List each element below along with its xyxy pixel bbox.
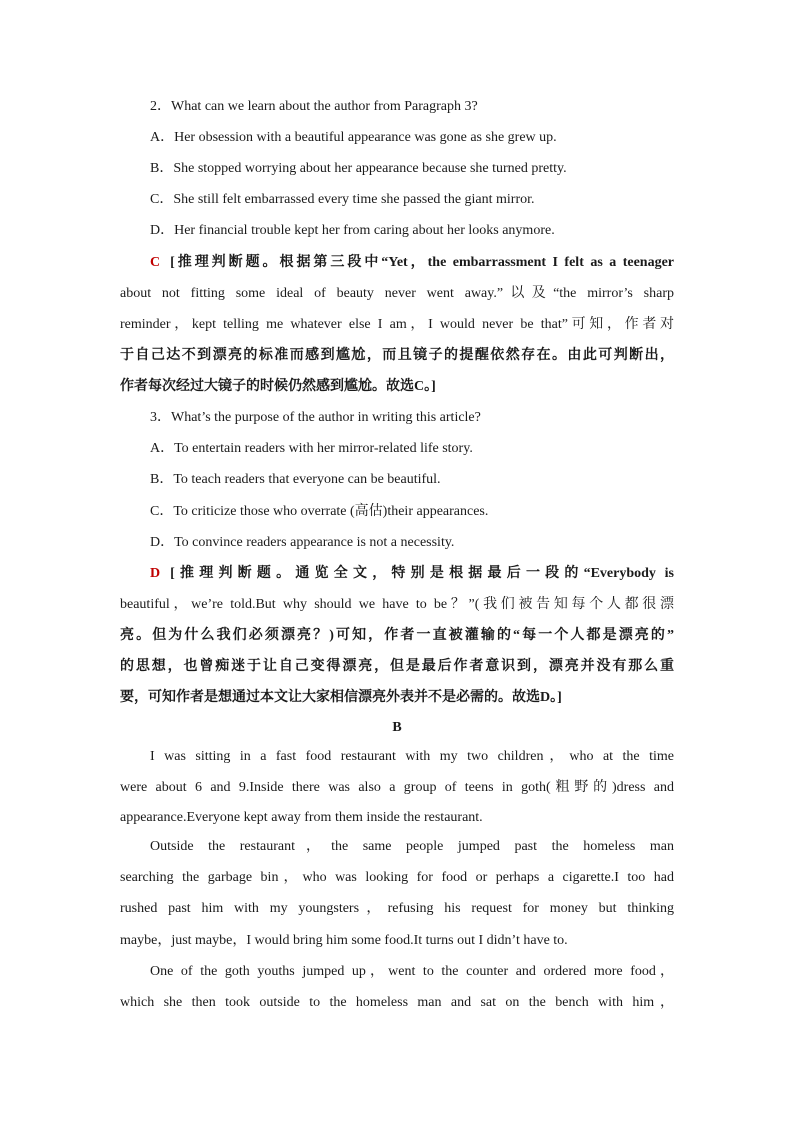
q3-option-b: B．To teach readers that everyone can be beautiful. (150, 472, 441, 487)
q3-explanation-line-3: 亮。但为什么我们必须漂亮？)可知，作者一直被灌输的“每一个人都是漂亮的” (120, 628, 674, 643)
paragraph-3-line-2: which she then took outside to the homeless man and sat on the bench with him， (120, 995, 674, 1010)
q2-option-c: C．She still felt embarrassed every time she passed the giant mirror. (150, 192, 535, 207)
q2-explanation-line-4: 于自己达不到漂亮的标准而感到尴尬，而且镜子的提醒依然存在。由此可判断出， (120, 348, 674, 363)
paragraph-2-line-3: rushed past him with my youngsters，refusing his request for money but thinking (120, 901, 674, 916)
q3-explanation-line-2: beautiful，we’re told.But why should we have to be？”(我们被告知每个人都很漂 (120, 597, 674, 612)
q2-explanation-line-5: 作者每次经过大镜子的时候仍然感到尴尬。故选C。] (120, 379, 436, 394)
q2-explanation-line-2: about not fitting some ideal of beauty never went away.”以及“the mirror’s sharp (120, 286, 674, 301)
section-b-heading: B (392, 720, 402, 735)
q2-option-a: A．Her obsession with a beautiful appearance was gone as she grew up. (150, 130, 557, 145)
paragraph-2-line-4: maybe，just maybe，I would bring him some food.It turns out I didn’t have to. (120, 933, 568, 948)
paragraph-2-line-1: Outside the restaurant，the same people jumped past the homeless man (150, 839, 674, 854)
paragraph-1-line-1: I was sitting in a fast food restaurant with my two children，who at the time (150, 749, 674, 764)
paragraph-3-line-1: One of the goth youths jumped up，went to the counter and ordered more food， (150, 964, 674, 979)
question-3: 3．What’s the purpose of the author in writing this article? (150, 410, 481, 425)
paragraph-2-line-2: searching the garbage bin，who was looking for food or perhaps a cigarette.I too had (120, 870, 674, 885)
q3-answer-letter: D (150, 566, 161, 581)
q3-explanation-line-5: 要，可知作者是想通过本文让大家相信漂亮外表并不是必需的。故选D。] (120, 690, 562, 705)
q2-answer-letter: C (150, 255, 161, 270)
q3-option-a: A．To entertain readers with her mirror-related life story. (150, 441, 473, 456)
paragraph-1-line-3: appearance.Everyone kept away from them inside the restaurant. (120, 810, 483, 825)
q2-explanation-line-3: reminder，kept telling me whatever else I am，I would never be that”可知，作者对 (120, 317, 674, 332)
q3-explanation-line-4: 的思想，也曾痴迷于让自己变得漂亮，但是最后作者意识到，漂亮并没有那么重 (120, 659, 674, 674)
q3-option-c: C．To criticize those who overrate (高估)their appearances. (150, 504, 489, 519)
q3-explanation-line-1: D [推理判断题。通览全文，特别是根据最后一段的“Everybody is (150, 566, 674, 581)
q3-option-d: D．To convince readers appearance is not a necessity. (150, 535, 455, 550)
q2-option-b: B．She stopped worrying about her appearance because she turned pretty. (150, 161, 567, 176)
question-2: 2．What can we learn about the author from Paragraph 3? (150, 99, 478, 114)
q2-explanation-line-1: C [推理判断题。根据第三段中“Yet，the embarrassment I felt as a teenager (150, 255, 674, 270)
q2-option-d: D．Her financial trouble kept her from caring about her looks anymore. (150, 223, 555, 238)
paragraph-1-line-2: were about 6 and 9.Inside there was also a group of teens in goth(粗野的)dress and (120, 780, 674, 795)
